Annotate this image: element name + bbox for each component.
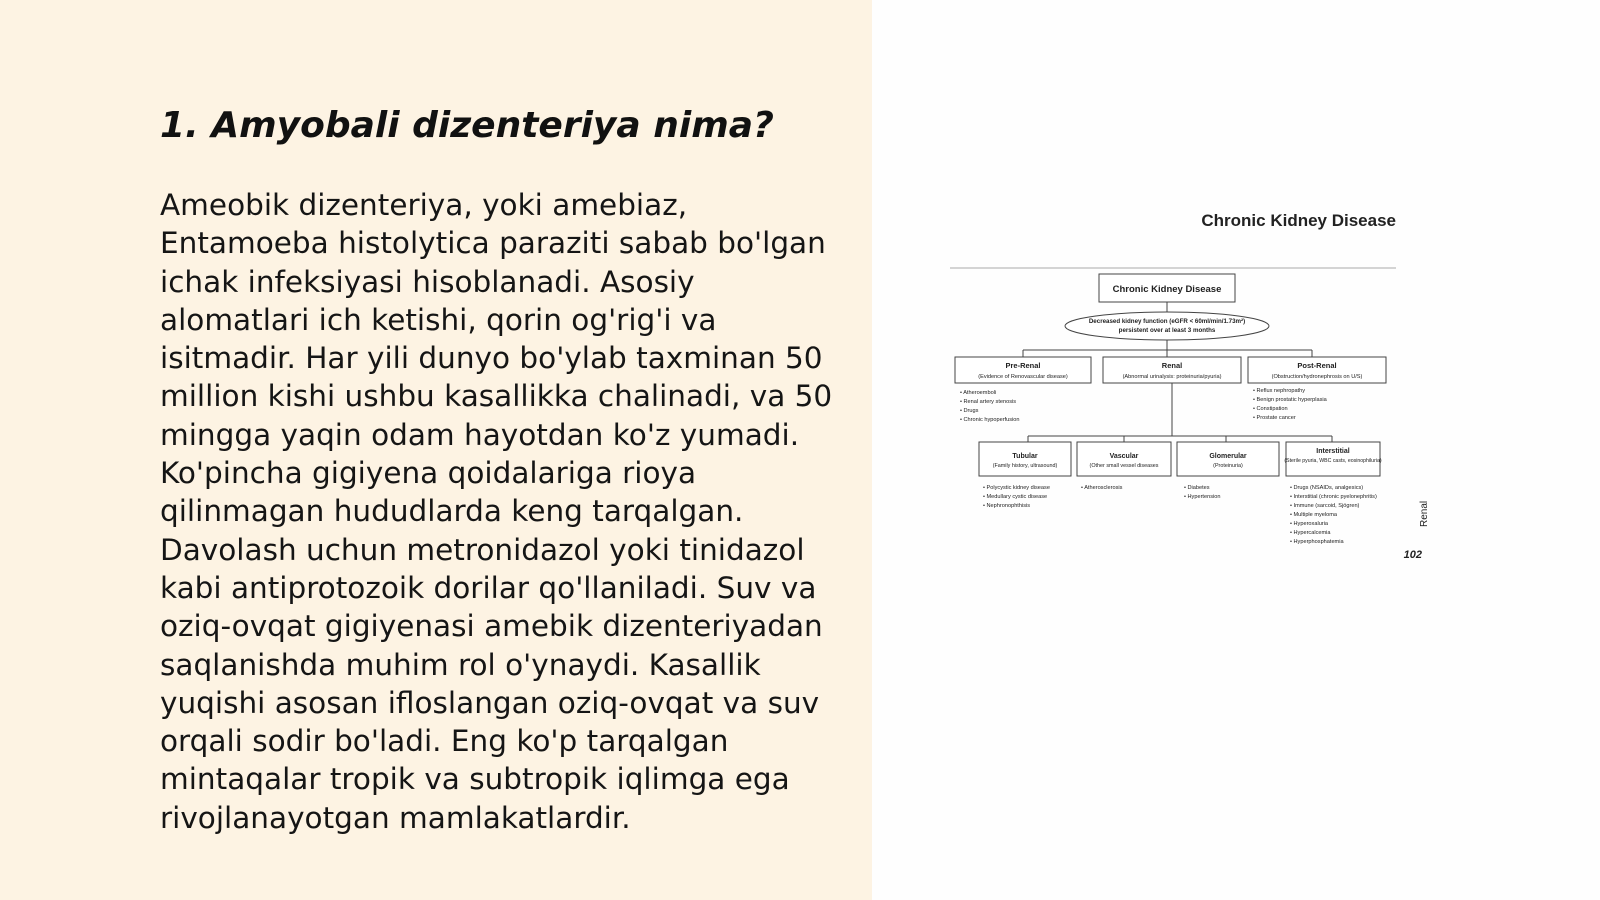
- subtype-item: • Atherosclerosis: [1081, 485, 1123, 491]
- category-item: • Atheroemboli: [960, 390, 997, 396]
- subtype-item: • Immune (sarcoid, Sjögren): [1290, 503, 1360, 509]
- category-item: • Drugs: [960, 408, 979, 414]
- category-item: • Benign prostatic hyperplasia: [1253, 397, 1327, 403]
- subtype-item: • Nephronophthisis: [983, 503, 1031, 509]
- slide-body-text: Ameobik dizenteriya, yoki amebiaz, Entamoeba histolytica paraziti sabab bo'lgan ichak infeksiyasi hisoblanadi. Asosiy alomatlari ich ketishi, qorin og'rig'i va isitmadir. Har yili dunyo bo'ylab taxminan 50 million kishi ushbu kasallikka chalinadi, va 50 mingga yaqin odam hayotdan ko'z yumadi. Ko'pincha gigiyena qoidalariga rioya qilinmagan hududlarda keng tarqalgan. Davolash uchun metronidazol yoki tinidazol kabi antiprotozoik dorilar qo'llaniladi. Suv va oziq-ovqat gigiyenasi amebik dizenteriyadan saqlanishda muhim rol o'ynaydi. Kasallik yuqishi asosan ifloslangan oziq-ovqat va suv orqali sodir bo'ladi. Eng ko'p tarqalgan mintaqalar tropik va subtropik iqlimga ega rivojlanayotgan mamlakatlardir.: [160, 188, 833, 835]
- subtype-subtitle: (Other small vessel diseases: [1089, 463, 1159, 469]
- subtype-title: Vascular: [1109, 453, 1139, 460]
- figure-heading: Chronic Kidney Disease: [1201, 211, 1396, 230]
- subtype-item: • Diabetes: [1184, 485, 1210, 491]
- root-label: Chronic Kidney Disease: [1112, 284, 1222, 295]
- subtype-subtitle: (Sterile pyuria, WBC casts, eosinophiluria): [1284, 458, 1382, 464]
- subtype-item: • Hypertension: [1184, 494, 1221, 500]
- category-item: • Reflux nephropathy: [1253, 388, 1306, 394]
- category-item: • Constipation: [1253, 406, 1288, 412]
- criteria-line-2: persistent over at least 3 months: [1118, 327, 1216, 334]
- category-item: • Chronic hypoperfusion: [960, 417, 1020, 423]
- subtype-title: Interstitial: [1316, 448, 1350, 455]
- subtype-title: Glomerular: [1209, 453, 1247, 460]
- subtype-item: • Medullary cystic disease: [983, 494, 1048, 500]
- subtype-item: • Hypercalcemia: [1290, 530, 1331, 536]
- subtype-item: • Polycystic kidney disease: [983, 485, 1050, 491]
- category-item: • Prostate cancer: [1253, 415, 1296, 421]
- subtype-item: • Interstitial (chronic pyelonephritis): [1290, 494, 1377, 500]
- slide-title: 1. Amyobali dizenteriya nima?: [160, 105, 774, 146]
- category-subtitle: (Obstruction/hydronephrosis on U/S): [1271, 374, 1363, 380]
- criteria-ellipse: [1065, 312, 1269, 340]
- criteria-line-1: Decreased kidney function (eGFR < 60ml/min/1.73m²): [1088, 318, 1246, 325]
- category-title: Renal: [1161, 361, 1183, 370]
- subtype-item: • Multiple myeloma: [1290, 512, 1338, 518]
- subtype-subtitle: (Proteinuria): [1213, 463, 1243, 469]
- subtype-subtitle: (Family history, ultrasound): [992, 463, 1058, 469]
- subtype-item: • Hyperoxaluria: [1290, 521, 1329, 527]
- subtype-item: • Hyperphosphatemia: [1290, 539, 1344, 545]
- category-title: Pre-Renal: [1005, 361, 1041, 370]
- category-title: Post-Renal: [1297, 361, 1337, 370]
- category-subtitle: (Evidence of Renovascular disease): [978, 374, 1068, 380]
- ckd-flowchart-figure: [950, 200, 1460, 570]
- category-item: • Renal artery stenosis: [960, 399, 1017, 405]
- category-subtitle: (Abnormal urinalysis: proteinuria/pyuria): [1122, 374, 1222, 380]
- page-number: 102: [1403, 549, 1422, 561]
- subtype-item: • Drugs (NSAIDs, analgesics): [1290, 485, 1364, 491]
- subtype-title: Tubular: [1012, 453, 1038, 460]
- side-label: Renal: [1419, 500, 1430, 527]
